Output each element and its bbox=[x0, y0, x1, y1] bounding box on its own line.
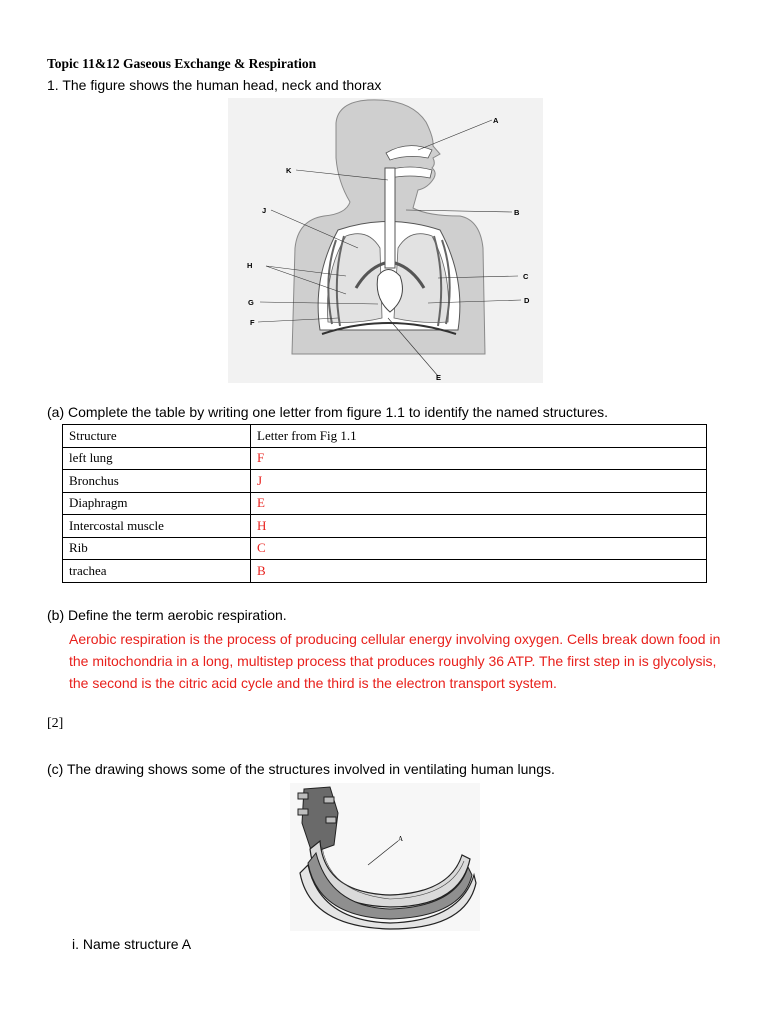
figure-head-neck-thorax bbox=[228, 98, 543, 383]
table-header-row bbox=[63, 425, 707, 448]
structures-table bbox=[62, 424, 707, 583]
label-k: K bbox=[286, 166, 292, 175]
label-d: D bbox=[524, 296, 530, 305]
topic-heading: Topic 11&12 Gaseous Exchange & Respiration bbox=[47, 56, 317, 71]
figure-rib-section bbox=[290, 783, 480, 931]
label-b: B bbox=[514, 208, 520, 217]
table-row bbox=[63, 492, 707, 515]
question-1-text: 1. The figure shows the human head, neck and thorax bbox=[47, 77, 382, 93]
letter-cell: J bbox=[251, 470, 707, 493]
marks-indicator: [2] bbox=[47, 716, 64, 731]
label-a-figure2: A bbox=[398, 835, 404, 843]
label-h: H bbox=[247, 261, 253, 270]
letter-cell: F bbox=[251, 447, 707, 470]
structure-cell: left lung bbox=[63, 447, 251, 470]
label-j: J bbox=[262, 206, 267, 215]
part-a-prompt: (a) Complete the table by writing one letter from figure 1.1 to identify the named structures. bbox=[47, 404, 609, 420]
letter-cell: C bbox=[251, 537, 707, 560]
label-c: C bbox=[523, 272, 529, 281]
label-f: F bbox=[250, 318, 255, 327]
table-row bbox=[63, 447, 707, 470]
letter-cell: H bbox=[251, 515, 707, 538]
header-letter: Letter from Fig 1.1 bbox=[251, 425, 707, 448]
label-e: E bbox=[436, 373, 442, 382]
label-g: G bbox=[248, 298, 254, 307]
letter-cell: B bbox=[251, 560, 707, 583]
part-b-prompt: (b) Define the term aerobic respiration. bbox=[47, 607, 287, 623]
part-c-prompt: (c) The drawing shows some of the structures involved in ventilating human lungs. bbox=[47, 761, 555, 777]
table-row bbox=[63, 560, 707, 583]
label-a: A bbox=[493, 116, 499, 125]
table-row bbox=[63, 470, 707, 493]
part-c-question-i: i. Name structure A bbox=[72, 936, 192, 952]
structure-cell: trachea bbox=[63, 560, 251, 583]
structure-cell: Bronchus bbox=[63, 470, 251, 493]
trachea bbox=[385, 168, 395, 268]
structure-cell: Rib bbox=[63, 537, 251, 560]
part-b-answer: Aerobic respiration is the process of producing cellular energy involving oxygen. Cells break down food in the mitochondria in a long, multistep process that produces roughly 36 ATP. The first step in is glycolysis, the second is the citric acid cycle and the third is the electron transport system. bbox=[69, 631, 721, 691]
table-row bbox=[63, 515, 707, 538]
table-row bbox=[63, 537, 707, 560]
header-structure: Structure bbox=[63, 425, 251, 448]
letter-cell: E bbox=[251, 492, 707, 515]
structure-cell: Intercostal muscle bbox=[63, 515, 251, 538]
structure-cell: Diaphragm bbox=[63, 492, 251, 515]
